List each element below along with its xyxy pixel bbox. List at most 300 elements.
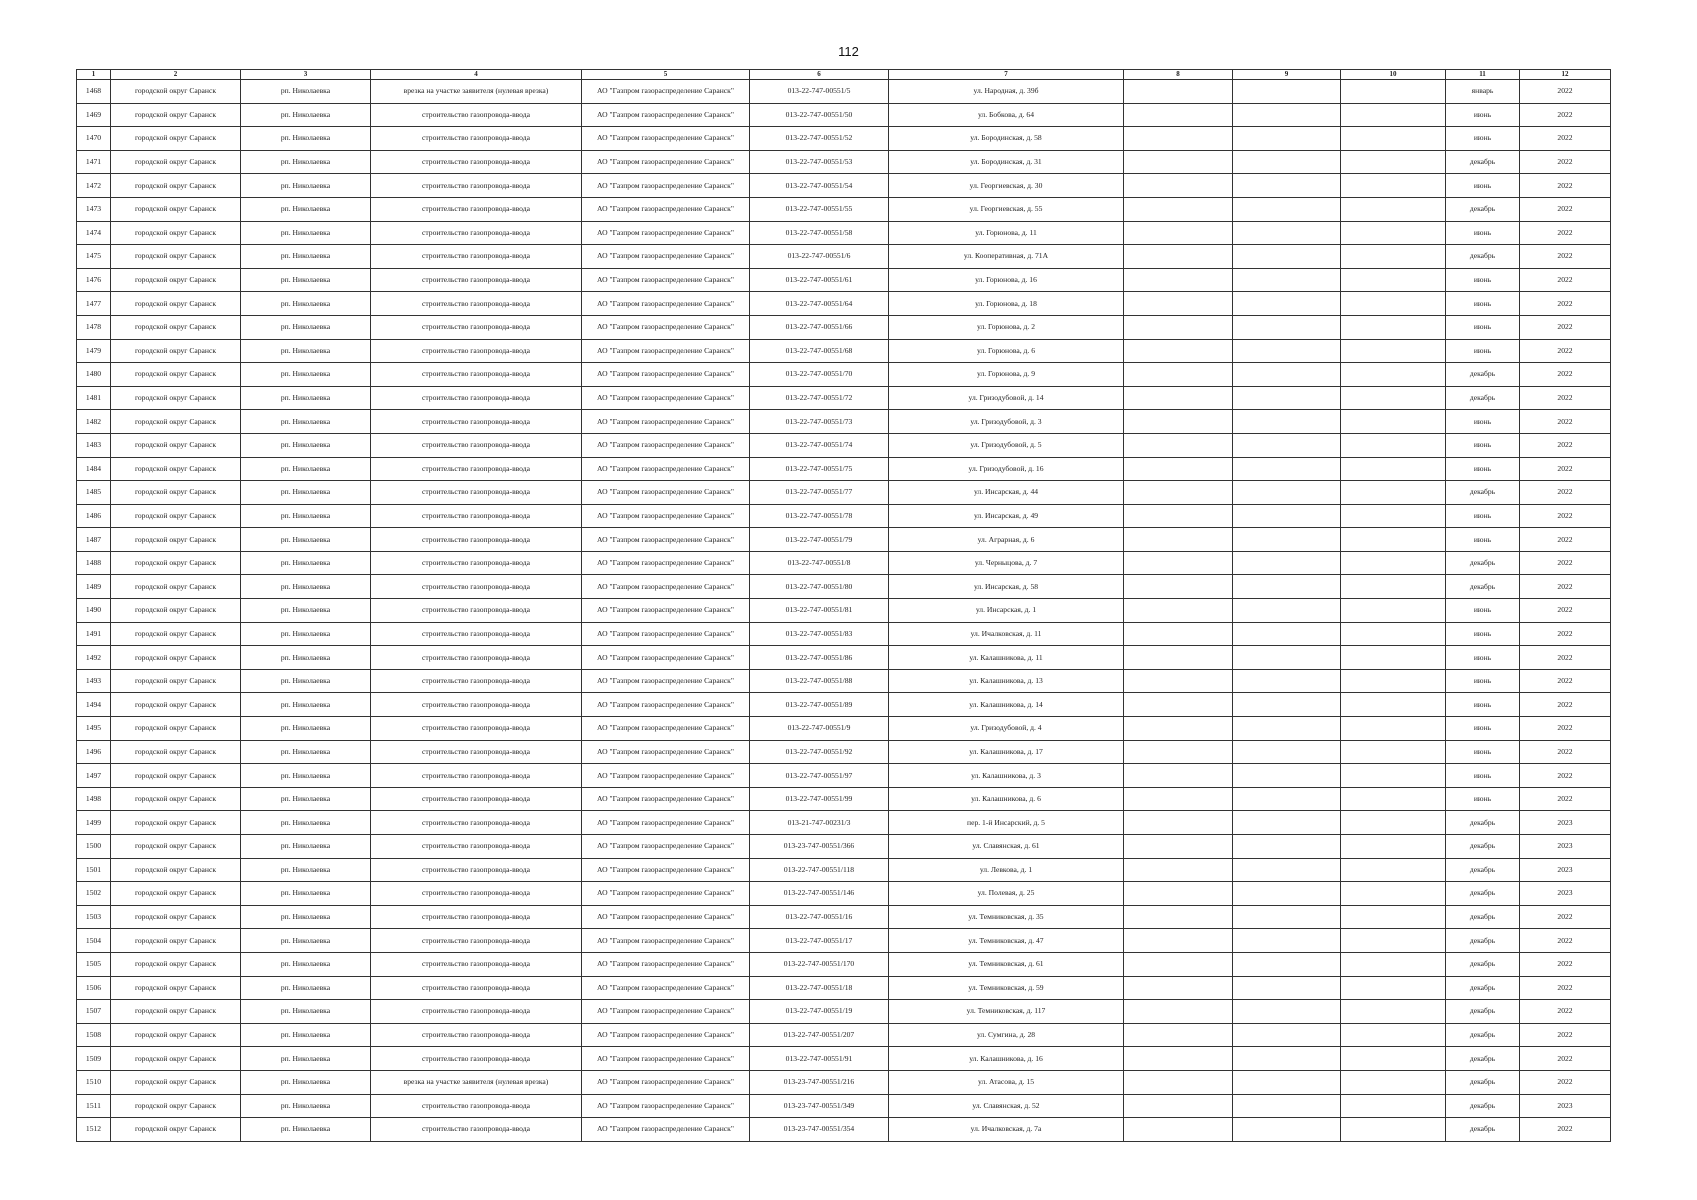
table-row — [77, 433, 1611, 457]
organization-cell: АО "Газпром газораспределение Саранск" — [582, 268, 750, 292]
table-row — [77, 882, 1611, 906]
table-row — [77, 1070, 1611, 1094]
column-10-cell — [1341, 551, 1446, 575]
table-row — [77, 717, 1611, 741]
settlement-cell: рп. Николаевка — [241, 339, 371, 363]
address-cell: ул. Калашникова, д. 16 — [889, 1047, 1124, 1071]
year-cell: 2023 — [1520, 882, 1611, 906]
year-cell: 2022 — [1520, 386, 1611, 410]
row-number-cell: 1502 — [77, 882, 111, 906]
contract-number-cell: 013-22-747-00551/75 — [750, 457, 889, 481]
table-row — [77, 669, 1611, 693]
settlement-cell: рп. Николаевка — [241, 740, 371, 764]
municipality-cell: городской округ Саранск — [111, 764, 241, 788]
contract-number-cell: 013-22-747-00551/88 — [750, 669, 889, 693]
contract-number-cell: 013-22-747-00551/74 — [750, 433, 889, 457]
column-9-cell — [1233, 150, 1341, 174]
work-type-cell: строительство газопровода-ввода — [371, 1094, 582, 1118]
settlement-cell: рп. Николаевка — [241, 528, 371, 552]
settlement-cell: рп. Николаевка — [241, 363, 371, 387]
column-8-cell — [1124, 174, 1233, 198]
work-type-cell: строительство газопровода-ввода — [371, 292, 582, 316]
settlement-cell: рп. Николаевка — [241, 976, 371, 1000]
year-cell: 2022 — [1520, 481, 1611, 505]
municipality-cell: городской округ Саранск — [111, 268, 241, 292]
settlement-cell: рп. Николаевка — [241, 504, 371, 528]
year-cell: 2022 — [1520, 410, 1611, 434]
contract-number-cell: 013-22-747-00551/207 — [750, 1023, 889, 1047]
table-row — [77, 386, 1611, 410]
table-row — [77, 528, 1611, 552]
work-type-cell: строительство газопровода-ввода — [371, 339, 582, 363]
address-cell: ул. Георгиевская, д. 55 — [889, 197, 1124, 221]
address-cell: ул. Инсарская, д. 49 — [889, 504, 1124, 528]
column-10-cell — [1341, 646, 1446, 670]
organization-cell: АО "Газпром газораспределение Саранск" — [582, 80, 750, 104]
column-8-cell — [1124, 292, 1233, 316]
column-10-cell — [1341, 622, 1446, 646]
column-header-1: 1 — [77, 70, 111, 80]
organization-cell: АО "Газпром газораспределение Саранск" — [582, 410, 750, 434]
settlement-cell: рп. Николаевка — [241, 103, 371, 127]
month-cell: декабрь — [1446, 386, 1520, 410]
organization-cell: АО "Газпром газораспределение Саранск" — [582, 363, 750, 387]
year-cell: 2022 — [1520, 669, 1611, 693]
work-type-cell: строительство газопровода-ввода — [371, 221, 582, 245]
work-type-cell: строительство газопровода-ввода — [371, 457, 582, 481]
address-cell: ул. Атасова, д. 15 — [889, 1070, 1124, 1094]
work-type-cell: строительство газопровода-ввода — [371, 528, 582, 552]
row-number-cell: 1479 — [77, 339, 111, 363]
table-row — [77, 1047, 1611, 1071]
organization-cell: АО "Газпром газораспределение Саранск" — [582, 1070, 750, 1094]
settlement-cell: рп. Николаевка — [241, 551, 371, 575]
column-9-cell — [1233, 976, 1341, 1000]
column-8-cell — [1124, 363, 1233, 387]
work-type-cell: строительство газопровода-ввода — [371, 150, 582, 174]
settlement-cell: рп. Николаевка — [241, 292, 371, 316]
organization-cell: АО "Газпром газораспределение Саранск" — [582, 929, 750, 953]
address-cell: ул. Гризодубовой, д. 3 — [889, 410, 1124, 434]
column-9-cell — [1233, 410, 1341, 434]
column-10-cell — [1341, 150, 1446, 174]
municipality-cell: городской округ Саранск — [111, 599, 241, 623]
year-cell: 2022 — [1520, 339, 1611, 363]
column-10-cell — [1341, 811, 1446, 835]
month-cell: декабрь — [1446, 197, 1520, 221]
municipality-cell: городской округ Саранск — [111, 528, 241, 552]
contract-number-cell: 013-22-747-00551/77 — [750, 481, 889, 505]
column-8-cell — [1124, 386, 1233, 410]
work-type-cell: строительство газопровода-ввода — [371, 811, 582, 835]
work-type-cell: строительство газопровода-ввода — [371, 740, 582, 764]
month-cell: декабрь — [1446, 1047, 1520, 1071]
settlement-cell: рп. Николаевка — [241, 1023, 371, 1047]
municipality-cell: городской округ Саранск — [111, 1094, 241, 1118]
table-row — [77, 127, 1611, 151]
work-type-cell: строительство газопровода-ввода — [371, 245, 582, 269]
column-9-cell — [1233, 481, 1341, 505]
organization-cell: АО "Газпром газораспределение Саранск" — [582, 905, 750, 929]
row-number-cell: 1507 — [77, 1000, 111, 1024]
organization-cell: АО "Газпром газораспределение Саранск" — [582, 103, 750, 127]
column-9-cell — [1233, 646, 1341, 670]
address-cell: ул. Аграрная, д. 6 — [889, 528, 1124, 552]
column-10-cell — [1341, 669, 1446, 693]
work-type-cell: строительство газопровода-ввода — [371, 882, 582, 906]
month-cell: июнь — [1446, 599, 1520, 623]
work-type-cell: строительство газопровода-ввода — [371, 858, 582, 882]
contract-number-cell: 013-22-747-00551/58 — [750, 221, 889, 245]
organization-cell: АО "Газпром газораспределение Саранск" — [582, 575, 750, 599]
column-8-cell — [1124, 1023, 1233, 1047]
year-cell: 2022 — [1520, 693, 1611, 717]
contract-number-cell: 013-22-747-00551/86 — [750, 646, 889, 670]
column-9-cell — [1233, 764, 1341, 788]
column-10-cell — [1341, 740, 1446, 764]
column-9-cell — [1233, 1118, 1341, 1142]
address-cell: пер. 1-й Инсарский, д. 5 — [889, 811, 1124, 835]
gasification-register-table — [76, 69, 1611, 1142]
column-9-cell — [1233, 1047, 1341, 1071]
column-8-cell — [1124, 622, 1233, 646]
organization-cell: АО "Газпром газораспределение Саранск" — [582, 1094, 750, 1118]
month-cell: декабрь — [1446, 858, 1520, 882]
contract-number-cell: 013-22-747-00551/73 — [750, 410, 889, 434]
row-number-cell: 1480 — [77, 363, 111, 387]
organization-cell: АО "Газпром газораспределение Саранск" — [582, 245, 750, 269]
settlement-cell: рп. Николаевка — [241, 811, 371, 835]
month-cell: июнь — [1446, 787, 1520, 811]
table-row — [77, 80, 1611, 104]
year-cell: 2022 — [1520, 127, 1611, 151]
year-cell: 2022 — [1520, 740, 1611, 764]
row-number-cell: 1491 — [77, 622, 111, 646]
settlement-cell: рп. Николаевка — [241, 481, 371, 505]
settlement-cell: рп. Николаевка — [241, 646, 371, 670]
address-cell: ул. Темниковская, д. 35 — [889, 905, 1124, 929]
month-cell: декабрь — [1446, 929, 1520, 953]
address-cell: ул. Горюнова, д. 6 — [889, 339, 1124, 363]
work-type-cell: строительство газопровода-ввода — [371, 787, 582, 811]
work-type-cell: строительство газопровода-ввода — [371, 1047, 582, 1071]
table-row — [77, 174, 1611, 198]
row-number-cell: 1472 — [77, 174, 111, 198]
month-cell: июнь — [1446, 221, 1520, 245]
address-cell: ул. Гризодубовой, д. 5 — [889, 433, 1124, 457]
municipality-cell: городской округ Саранск — [111, 150, 241, 174]
column-10-cell — [1341, 835, 1446, 859]
row-number-cell: 1486 — [77, 504, 111, 528]
organization-cell: АО "Газпром газораспределение Саранск" — [582, 858, 750, 882]
column-8-cell — [1124, 929, 1233, 953]
month-cell: июнь — [1446, 457, 1520, 481]
column-10-cell — [1341, 80, 1446, 104]
month-cell: июнь — [1446, 646, 1520, 670]
row-number-cell: 1489 — [77, 575, 111, 599]
column-10-cell — [1341, 1094, 1446, 1118]
column-10-cell — [1341, 929, 1446, 953]
year-cell: 2022 — [1520, 103, 1611, 127]
column-10-cell — [1341, 127, 1446, 151]
row-number-cell: 1497 — [77, 764, 111, 788]
contract-number-cell: 013-22-747-00551/55 — [750, 197, 889, 221]
table-header — [77, 70, 1611, 80]
work-type-cell: врезка на участке заявителя (нулевая врезка) — [371, 1070, 582, 1094]
table-body — [77, 80, 1611, 1142]
column-10-cell — [1341, 481, 1446, 505]
row-number-cell: 1492 — [77, 646, 111, 670]
work-type-cell: строительство газопровода-ввода — [371, 551, 582, 575]
work-type-cell: врезка на участке заявителя (нулевая врезка) — [371, 80, 582, 104]
month-cell: июнь — [1446, 174, 1520, 198]
organization-cell: АО "Газпром газораспределение Саранск" — [582, 433, 750, 457]
address-cell: ул. Горюнова, д. 11 — [889, 221, 1124, 245]
column-8-cell — [1124, 315, 1233, 339]
address-cell: ул. Темниковская, д. 117 — [889, 1000, 1124, 1024]
column-8-cell — [1124, 858, 1233, 882]
settlement-cell: рп. Николаевка — [241, 1047, 371, 1071]
municipality-cell: городской округ Саранск — [111, 882, 241, 906]
row-number-cell: 1468 — [77, 80, 111, 104]
municipality-cell: городской округ Саранск — [111, 1118, 241, 1142]
column-9-cell — [1233, 457, 1341, 481]
municipality-cell: городской округ Саранск — [111, 363, 241, 387]
address-cell: ул. Ичалковская, д. 11 — [889, 622, 1124, 646]
organization-cell: АО "Газпром газораспределение Саранск" — [582, 174, 750, 198]
column-9-cell — [1233, 551, 1341, 575]
table-row — [77, 693, 1611, 717]
year-cell: 2022 — [1520, 599, 1611, 623]
column-8-cell — [1124, 599, 1233, 623]
column-9-cell — [1233, 835, 1341, 859]
contract-number-cell: 013-22-747-00551/8 — [750, 551, 889, 575]
month-cell: декабрь — [1446, 811, 1520, 835]
contract-number-cell: 013-22-747-00551/91 — [750, 1047, 889, 1071]
row-number-cell: 1493 — [77, 669, 111, 693]
address-cell: ул. Калашникова, д. 17 — [889, 740, 1124, 764]
settlement-cell: рп. Николаевка — [241, 150, 371, 174]
municipality-cell: городской округ Саранск — [111, 197, 241, 221]
municipality-cell: городской округ Саранск — [111, 929, 241, 953]
settlement-cell: рп. Николаевка — [241, 669, 371, 693]
year-cell: 2022 — [1520, 80, 1611, 104]
table-row — [77, 315, 1611, 339]
settlement-cell: рп. Николаевка — [241, 127, 371, 151]
table-row — [77, 622, 1611, 646]
month-cell: декабрь — [1446, 1070, 1520, 1094]
column-header-7: 7 — [889, 70, 1124, 80]
contract-number-cell: 013-22-747-00551/97 — [750, 764, 889, 788]
address-cell: ул. Инсарская, д. 44 — [889, 481, 1124, 505]
month-cell: июнь — [1446, 717, 1520, 741]
column-9-cell — [1233, 245, 1341, 269]
organization-cell: АО "Газпром газораспределение Саранск" — [582, 811, 750, 835]
address-cell: ул. Гризодубовой, д. 16 — [889, 457, 1124, 481]
column-8-cell — [1124, 457, 1233, 481]
column-8-cell — [1124, 764, 1233, 788]
contract-number-cell: 013-22-747-00551/5 — [750, 80, 889, 104]
row-number-cell: 1505 — [77, 952, 111, 976]
municipality-cell: городской округ Саранск — [111, 835, 241, 859]
settlement-cell: рп. Николаевка — [241, 457, 371, 481]
address-cell: ул. Кооперативная, д. 71А — [889, 245, 1124, 269]
work-type-cell: строительство газопровода-ввода — [371, 504, 582, 528]
organization-cell: АО "Газпром газораспределение Саранск" — [582, 504, 750, 528]
municipality-cell: городской округ Саранск — [111, 410, 241, 434]
year-cell: 2022 — [1520, 504, 1611, 528]
year-cell: 2022 — [1520, 952, 1611, 976]
table-row — [77, 787, 1611, 811]
column-8-cell — [1124, 835, 1233, 859]
column-8-cell — [1124, 1094, 1233, 1118]
contract-number-cell: 013-23-747-00551/354 — [750, 1118, 889, 1142]
month-cell: декабрь — [1446, 575, 1520, 599]
address-cell: ул. Черныцова, д. 7 — [889, 551, 1124, 575]
row-number-cell: 1481 — [77, 386, 111, 410]
column-header-4: 4 — [371, 70, 582, 80]
column-10-cell — [1341, 528, 1446, 552]
contract-number-cell: 013-22-747-00551/83 — [750, 622, 889, 646]
municipality-cell: городской округ Саранск — [111, 858, 241, 882]
column-8-cell — [1124, 717, 1233, 741]
settlement-cell: рп. Николаевка — [241, 858, 371, 882]
address-cell: ул. Калашникова, д. 6 — [889, 787, 1124, 811]
column-10-cell — [1341, 339, 1446, 363]
year-cell: 2022 — [1520, 1047, 1611, 1071]
work-type-cell: строительство газопровода-ввода — [371, 764, 582, 788]
table-row — [77, 599, 1611, 623]
month-cell: декабрь — [1446, 245, 1520, 269]
contract-number-cell: 013-22-747-00551/70 — [750, 363, 889, 387]
row-number-cell: 1501 — [77, 858, 111, 882]
page-number: 112 — [838, 44, 859, 59]
organization-cell: АО "Газпром газораспределение Саранск" — [582, 528, 750, 552]
table-row — [77, 103, 1611, 127]
column-9-cell — [1233, 268, 1341, 292]
column-9-cell — [1233, 103, 1341, 127]
contract-number-cell: 013-22-747-00551/17 — [750, 929, 889, 953]
month-cell: декабрь — [1446, 882, 1520, 906]
row-number-cell: 1512 — [77, 1118, 111, 1142]
work-type-cell: строительство газопровода-ввода — [371, 646, 582, 670]
column-10-cell — [1341, 693, 1446, 717]
work-type-cell: строительство газопровода-ввода — [371, 103, 582, 127]
year-cell: 2022 — [1520, 1070, 1611, 1094]
settlement-cell: рп. Николаевка — [241, 929, 371, 953]
column-8-cell — [1124, 1118, 1233, 1142]
organization-cell: АО "Газпром газораспределение Саранск" — [582, 1023, 750, 1047]
table-row — [77, 976, 1611, 1000]
address-cell: ул. Калашникова, д. 14 — [889, 693, 1124, 717]
column-9-cell — [1233, 292, 1341, 316]
year-cell: 2022 — [1520, 1023, 1611, 1047]
organization-cell: АО "Газпром газораспределение Саранск" — [582, 599, 750, 623]
row-number-cell: 1478 — [77, 315, 111, 339]
address-cell: ул. Калашникова, д. 3 — [889, 764, 1124, 788]
column-8-cell — [1124, 669, 1233, 693]
row-number-cell: 1473 — [77, 197, 111, 221]
year-cell: 2022 — [1520, 764, 1611, 788]
table-row — [77, 410, 1611, 434]
organization-cell: АО "Газпром газораспределение Саранск" — [582, 740, 750, 764]
column-8-cell — [1124, 80, 1233, 104]
contract-number-cell: 013-22-747-00551/64 — [750, 292, 889, 316]
column-header-8: 8 — [1124, 70, 1233, 80]
work-type-cell: строительство газопровода-ввода — [371, 976, 582, 1000]
municipality-cell: городской округ Саранск — [111, 669, 241, 693]
municipality-cell: городской округ Саранск — [111, 292, 241, 316]
month-cell: июнь — [1446, 528, 1520, 552]
column-10-cell — [1341, 905, 1446, 929]
table-row — [77, 457, 1611, 481]
row-number-cell: 1471 — [77, 150, 111, 174]
municipality-cell: городской округ Саранск — [111, 717, 241, 741]
work-type-cell: строительство газопровода-ввода — [371, 835, 582, 859]
settlement-cell: рп. Николаевка — [241, 882, 371, 906]
contract-number-cell: 013-22-747-00551/16 — [750, 905, 889, 929]
row-number-cell: 1476 — [77, 268, 111, 292]
row-number-cell: 1496 — [77, 740, 111, 764]
row-number-cell: 1506 — [77, 976, 111, 1000]
settlement-cell: рп. Николаевка — [241, 1118, 371, 1142]
column-8-cell — [1124, 410, 1233, 434]
organization-cell: АО "Газпром газораспределение Саранск" — [582, 976, 750, 1000]
settlement-cell: рп. Николаевка — [241, 599, 371, 623]
organization-cell: АО "Газпром газораспределение Саранск" — [582, 315, 750, 339]
municipality-cell: городской округ Саранск — [111, 80, 241, 104]
contract-number-cell: 013-22-747-00551/78 — [750, 504, 889, 528]
column-9-cell — [1233, 693, 1341, 717]
settlement-cell: рп. Николаевка — [241, 386, 371, 410]
column-9-cell — [1233, 80, 1341, 104]
year-cell: 2022 — [1520, 197, 1611, 221]
municipality-cell: городской округ Саранск — [111, 1023, 241, 1047]
column-8-cell — [1124, 528, 1233, 552]
column-10-cell — [1341, 245, 1446, 269]
municipality-cell: городской округ Саранск — [111, 386, 241, 410]
contract-number-cell: 013-23-747-00551/366 — [750, 835, 889, 859]
column-header-3: 3 — [241, 70, 371, 80]
row-number-cell: 1510 — [77, 1070, 111, 1094]
work-type-cell: строительство газопровода-ввода — [371, 905, 582, 929]
column-8-cell — [1124, 905, 1233, 929]
work-type-cell: строительство газопровода-ввода — [371, 952, 582, 976]
year-cell: 2022 — [1520, 245, 1611, 269]
column-9-cell — [1233, 575, 1341, 599]
month-cell: декабрь — [1446, 481, 1520, 505]
month-cell: декабрь — [1446, 1000, 1520, 1024]
month-cell: июнь — [1446, 504, 1520, 528]
table-row — [77, 764, 1611, 788]
column-header-2: 2 — [111, 70, 241, 80]
column-9-cell — [1233, 221, 1341, 245]
address-cell: ул. Темниковская, д. 61 — [889, 952, 1124, 976]
column-10-cell — [1341, 952, 1446, 976]
settlement-cell: рп. Николаевка — [241, 245, 371, 269]
column-10-cell — [1341, 363, 1446, 387]
organization-cell: АО "Газпром газораспределение Саранск" — [582, 1118, 750, 1142]
table-row — [77, 339, 1611, 363]
column-header-10: 10 — [1341, 70, 1446, 80]
address-cell: ул. Темниковская, д. 47 — [889, 929, 1124, 953]
column-10-cell — [1341, 292, 1446, 316]
contract-number-cell: 013-22-747-00551/89 — [750, 693, 889, 717]
contract-number-cell: 013-22-747-00551/9 — [750, 717, 889, 741]
municipality-cell: городской округ Саранск — [111, 1070, 241, 1094]
column-9-cell — [1233, 1023, 1341, 1047]
organization-cell: АО "Газпром газораспределение Саранск" — [582, 386, 750, 410]
